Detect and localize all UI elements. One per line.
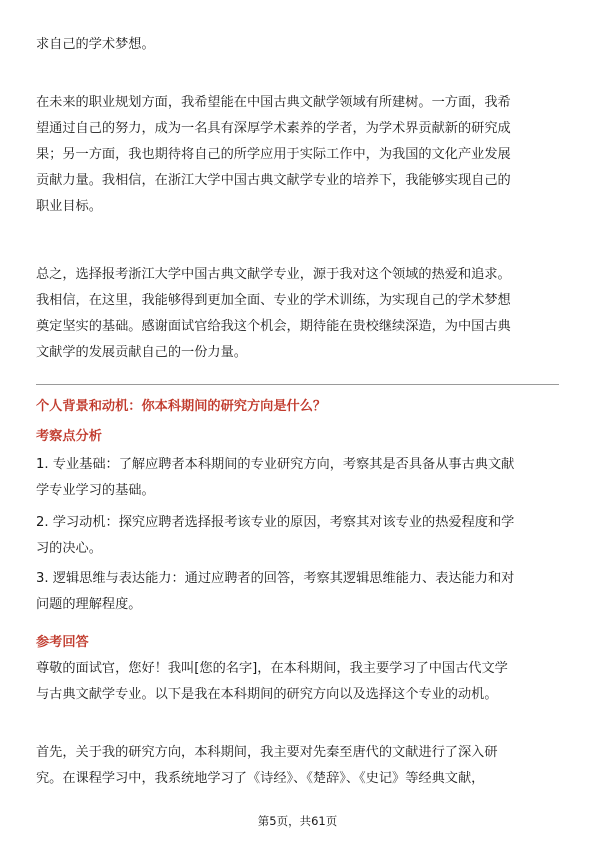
- text-line: 总之，选择报考浙江大学中国古典文献学专业，源于我对这个领域的热爱和追求。: [36, 267, 511, 282]
- text-line: 我相信，在这里，我能够得到更加全面、专业的学术训练，为实现自己的学术梦想: [36, 293, 511, 308]
- page-footer: 第5页，共61页: [257, 814, 338, 828]
- text-line: 究。在课程学习中，我系统地学习了《诗经》、《楚辞》、《史记》等经典文献，: [36, 771, 485, 786]
- analysis-heading: 考察点分析: [36, 429, 102, 444]
- text-line: 在未来的职业规划方面，我希望能在中国古典文献学领域有所建树。一方面，我希: [36, 95, 511, 110]
- paragraph-continuation: 求自己的学术梦想。: [36, 37, 155, 52]
- text-line: 望通过自己的努力，成为一名具有深厚学术素养的学者，为学术界贡献新的研究成: [36, 121, 511, 136]
- analysis-point-2-cont: 习的决心。: [36, 541, 102, 556]
- analysis-point-2: 2. 学习动机：探究应聘者选择报考该专业的原因，考察其对该专业的热爱程度和学: [36, 515, 515, 530]
- text-line: 尊敬的面试官，您好！我叫[您的名字]，在本科期间，我主要学习了中国古代文学: [36, 661, 508, 676]
- text-line: 果；另一方面，我也期待将自己的所学应用于实际工作中，为我国的文化产业发展: [36, 147, 511, 162]
- text-line: 首先，关于我的研究方向，本科期间，我主要对先秦至唐代的文献进行了深入研: [36, 745, 498, 760]
- analysis-point-1-cont: 学专业学习的基础。: [36, 483, 155, 498]
- text-line: 与古典文献学专业。以下是我在本科期间的研究方向以及选择这个专业的动机。: [36, 687, 498, 702]
- answer-heading: 参考回答: [36, 635, 89, 650]
- text-line: 奠定坚实的基础。感谢面试官给我这个机会，期待能在贵校继续深造，为中国古典: [36, 319, 511, 334]
- analysis-point-3: 3. 逻辑思维与表达能力：通过应聘者的回答，考察其逻辑思维能力、表达能力和对: [36, 571, 515, 586]
- text-line: 文献学的发展贡献自己的一份力量。: [36, 345, 247, 360]
- section-divider: [36, 384, 559, 385]
- analysis-point-1: 1. 专业基础：了解应聘者本科期间的专业研究方向，考察其是否具备从事古典文献: [36, 457, 515, 472]
- question-title: 个人背景和动机：你本科期间的研究方向是什么？: [36, 399, 327, 414]
- text-line: 贡献力量。我相信，在浙江大学中国古典文献学专业的培养下，我能够实现自己的: [36, 173, 511, 188]
- analysis-point-3-cont: 问题的理解程度。: [36, 597, 142, 612]
- text-line: 职业目标。: [36, 199, 102, 214]
